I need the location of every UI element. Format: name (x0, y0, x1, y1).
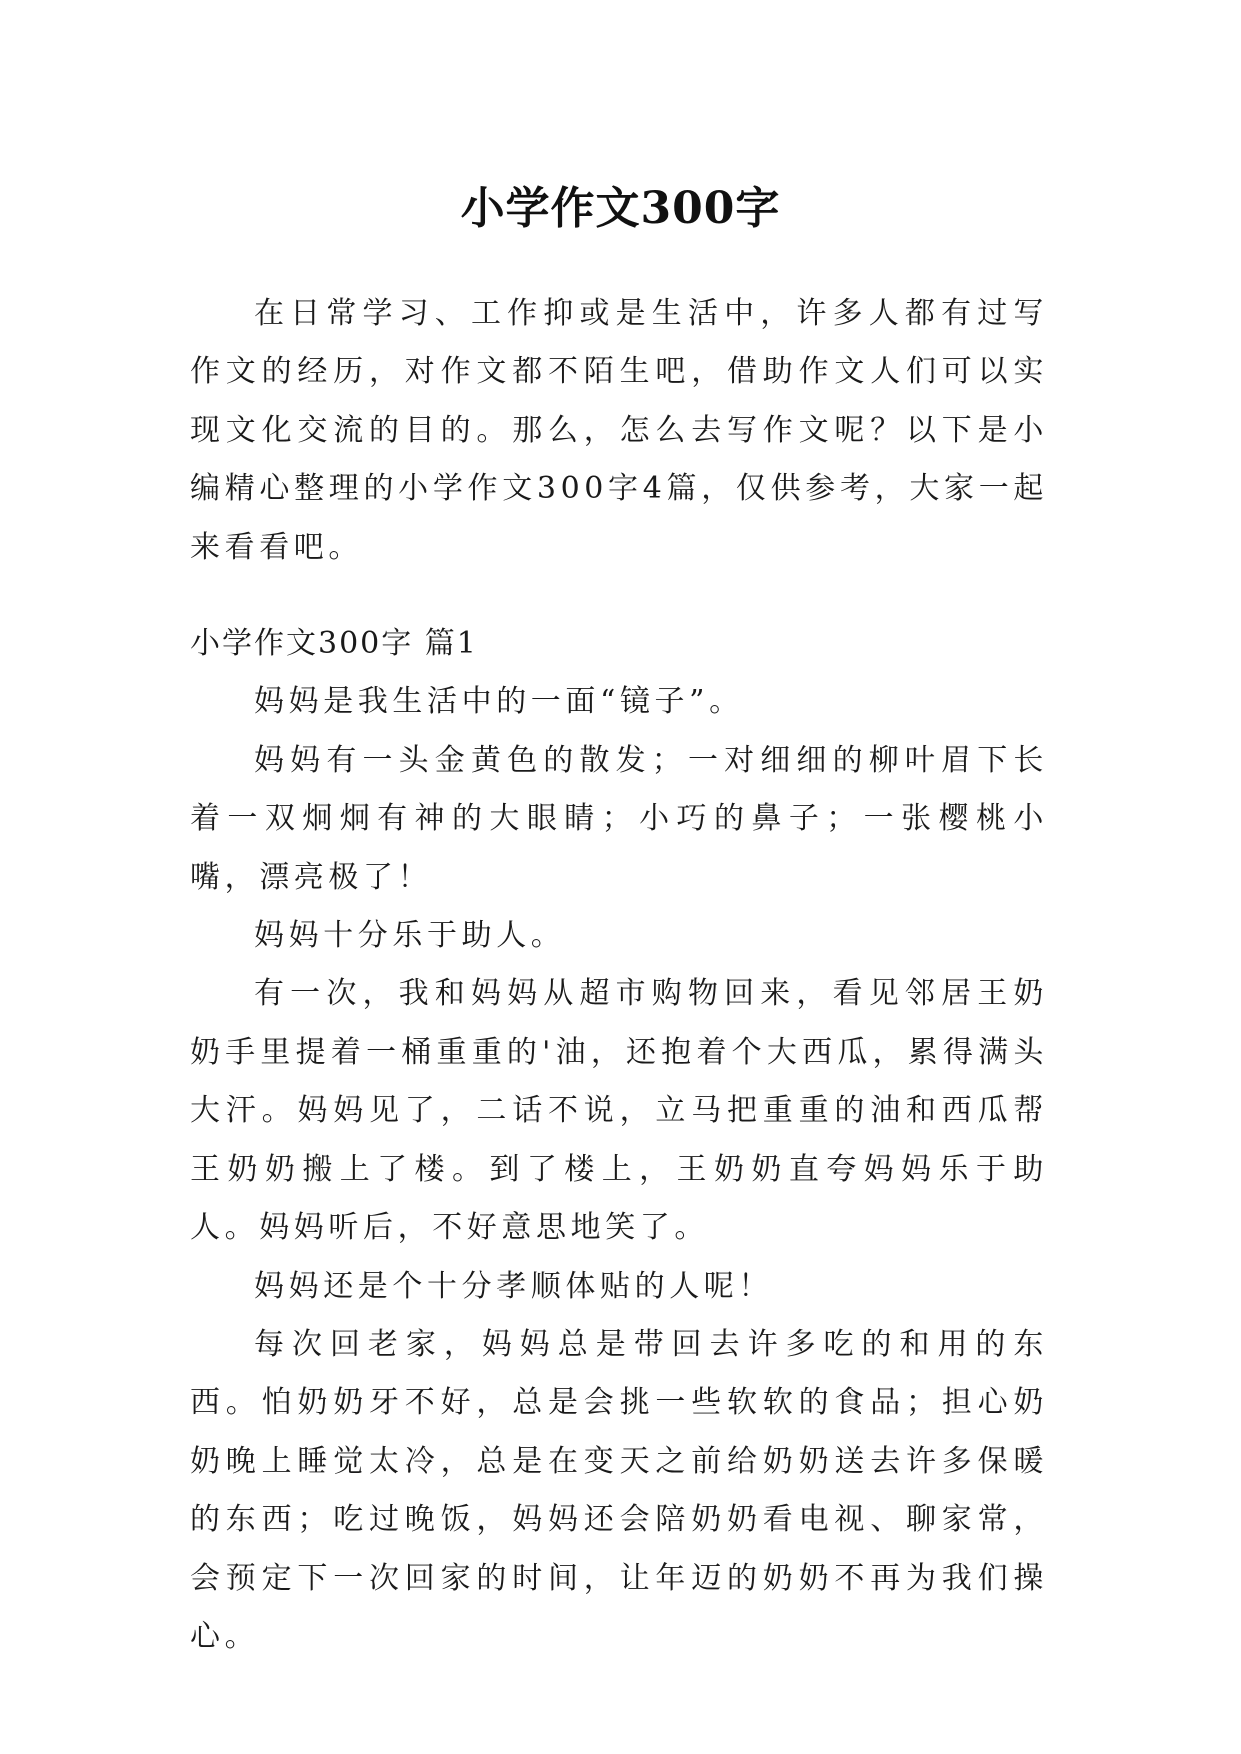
section-spacer (190, 577, 1048, 615)
body-paragraph: 妈妈有一头金黄色的散发；一对细细的柳叶眉下长着一双炯炯有神的大眼睛；小巧的鼻子；一张樱桃小嘴，漂亮极了！ (190, 742, 1048, 895)
body-paragraph: 妈妈是我生活中的一面“镜子”。 (254, 684, 744, 720)
body-paragraph: 有一次，我和妈妈从超市购物回来，看见邻居王奶奶手里提着一桶重重的'油，还抱着个大西瓜，累得满头大汗。妈妈见了，二话不说，立马把重重的油和西瓜帮王奶奶搬上了楼。到了楼上，王奶奶直夸妈妈乐于助人。妈妈听后，不好意思地笑了。 (190, 976, 1048, 1246)
body-paragraph: 妈妈还是个十分孝顺体贴的人呢！ (254, 1268, 773, 1304)
document-title: 小学作文300字 (460, 183, 781, 235)
document-body (190, 285, 1048, 1666)
intro-paragraph: 在日常学习、工作抑或是生活中，许多人都有过写作文的经历，对作文都不陌生吧，借助作文人们可以实现文化交流的目的。那么，怎么去写作文呢？以下是小编精心整理的小学作文300字4篇，仅供参考，大家一起来看看吧。 (190, 296, 1048, 565)
section-heading: 小学作文300字 篇1 (190, 626, 478, 662)
body-paragraph: 每次回老家，妈妈总是带回去许多吃的和用的东西。怕奶奶牙不好，总是会挑一些软软的食品；担心奶奶晚上睡觉太冷，总是在变天之前给奶奶送去许多保暖的东西；吃过晚饭，妈妈还会陪奶奶看电视、聊家常，会预定下一次回家的时间，让年迈的奶奶不再为我们操心。 (190, 1326, 1048, 1654)
body-paragraph: 妈妈十分乐于助人。 (254, 918, 566, 954)
